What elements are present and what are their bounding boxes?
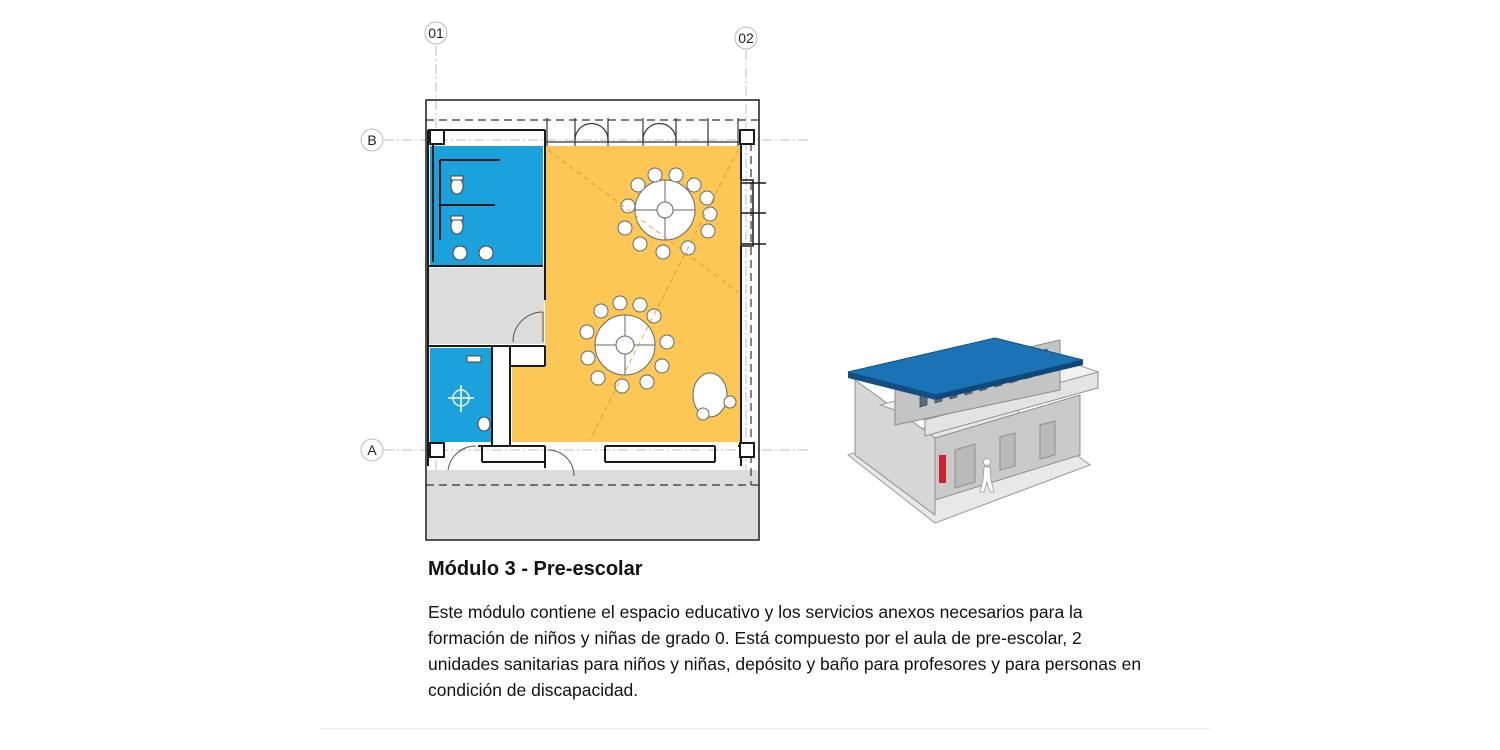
module-caption <box>428 556 1148 703</box>
red-door <box>939 455 946 483</box>
divider <box>320 728 1210 729</box>
svg-text:02: 02 <box>738 30 754 46</box>
module-title: Módulo 3 - Pre-escolar <box>428 558 643 580</box>
module-description: Este módulo contiene el espacio educativo y los servicios anexos necesarios para la formación de niños y niñas de grado 0. Está compuesto por el aula de pre-escolar, 2 unidades sanitarias para niños y niñas, depósito y baño para profesores y para personas en condición de discapacidad. <box>428 602 1142 700</box>
svg-text:A: A <box>367 442 377 458</box>
svg-text:01: 01 <box>428 25 444 41</box>
svg-text:B: B <box>367 132 377 148</box>
